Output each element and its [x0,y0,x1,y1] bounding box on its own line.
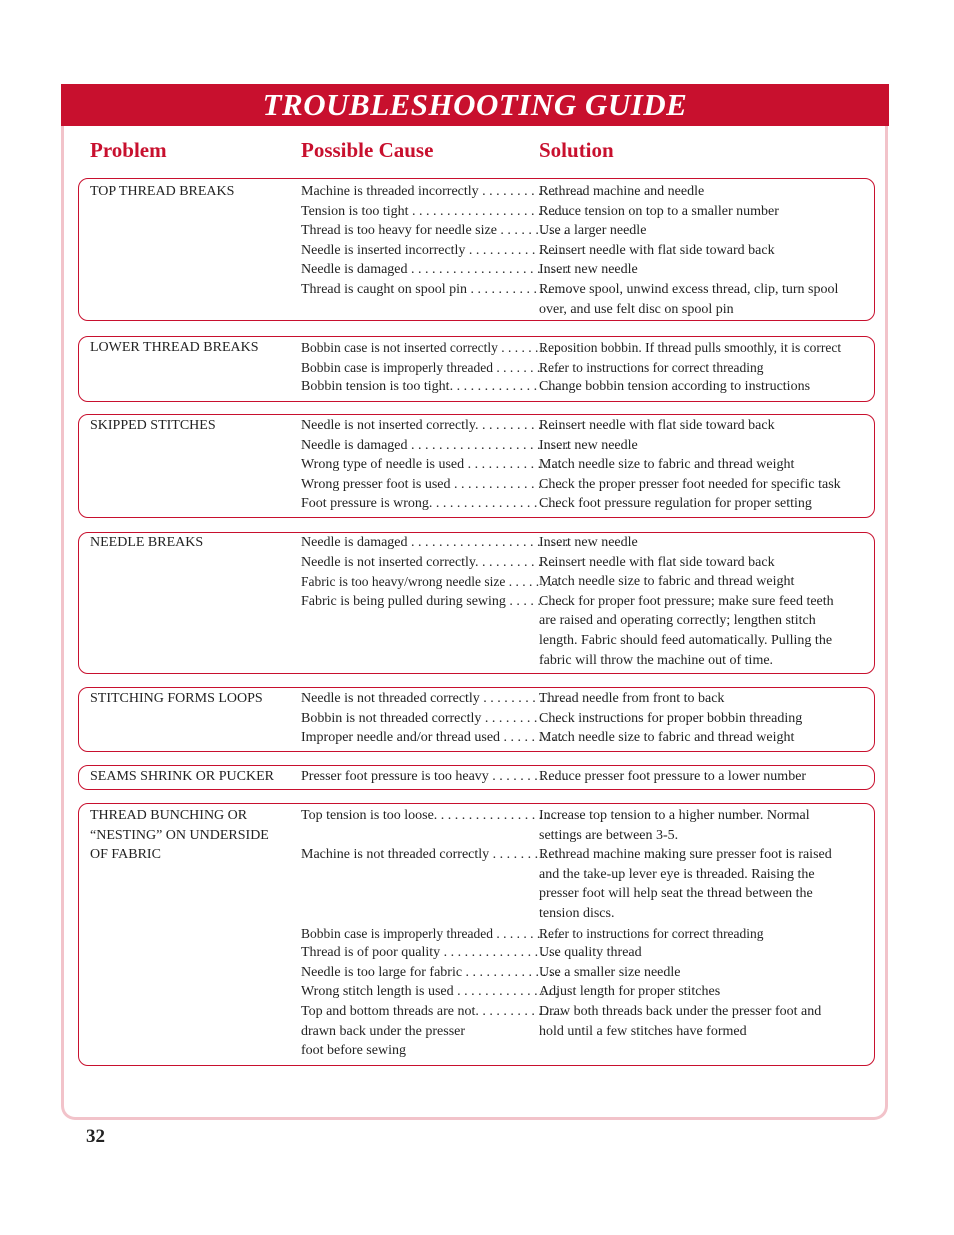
cause-text: Needle is not inserted correctly. . . . . . . . . . . . . [301,418,563,433]
cause-text: Machine is threaded incorrectly . . . . . . . . . . . . . . . [301,184,584,199]
cause-text: Top and bottom threads are not. . . . . . . . . . . . . [301,1004,563,1019]
cause-text: Needle is not inserted correctly. . . . . . . . . . . . . [301,554,563,570]
solution-text: Reinsert needle with flat side toward back [539,242,775,258]
cause-text: Machine is not threaded correctly . . . . . . . . . . . [301,847,567,863]
cause-text: Wrong type of needle is used . . . . . . . . . . . . . . [301,457,563,473]
cause-text: Wrong presser foot is used . . . . . . . . . . . . . . . . [301,476,563,492]
cause-text: Bobbin case is improperly threaded . . . . . . . . . . [301,359,561,375]
cause-text: Needle is damaged . . . . . . . . . . . . . . . . . . . . . . . [301,262,569,278]
cause-text: Bobbin case is not inserted correctly . . . . . . . . . [301,340,559,355]
cause-text: Bobbin tension is too tight. . . . . . . . . . . . . . . . . [301,379,566,395]
cause-text: Top tension is too loose. . . . . . . . . . . . . . . . . . [301,808,557,823]
cause-text: Needle is too large for fabric . . . . . . . . . . . . . . [301,964,561,980]
problem-label: STITCHING FORMS LOOPS [90,691,263,706]
header-cause: Possible Cause [301,138,434,162]
solution-text: Reduce tension on top to a smaller number [539,203,779,219]
solution-text: Draw both threads back under the presser foot and [539,1004,822,1019]
solution-text: Match needle size to fabric and thread weight [539,730,795,746]
solution-text: Check instructions for proper bobbin threading [539,710,803,726]
problem-label: SEAMS SHRINK OR PUCKER [90,769,274,784]
cause-text: Fabric is being pulled during sewing . . . . . . . . . [301,593,569,609]
solution-text: are raised and operating correctly; lengthen stitch [539,613,816,629]
header-problem: Problem [90,138,167,162]
solution-text: Change bobbin tension according to instructions [539,379,811,395]
cause-text: Foot pressure is wrong. . . . . . . . . . . . . . . . . . . . [301,496,566,512]
problem-label: “NESTING” ON UNDERSIDE [90,827,269,843]
cause-text: Presser foot pressure is too heavy . . . . . . . . . . . [301,769,566,784]
cause-text: Needle is damaged . . . . . . . . . . . . . . . . . . . . . . . [301,535,569,550]
solution-text: over, and use felt disc on spool pin [539,301,734,317]
problem-label: SKIPPED STITCHES [90,418,216,433]
solution-text: fabric will throw the machine out of time. [539,652,774,668]
solution-text: Refer to instructions for correct threading [539,925,764,941]
solution-text: Use a larger needle [539,223,647,239]
cause-text: Needle is not threaded correctly . . . . . . . . . . . . [301,691,564,706]
problem-label: NEEDLE BREAKS [90,535,204,550]
solution-text: and the take-up lever eye is threaded. Raising the [539,866,815,882]
solution-text: Reduce presser foot pressure to a lower number [539,769,807,784]
page-number: 32 [86,1126,105,1147]
solution-text: Reposition bobbin. If thread pulls smoothly, it is correct [539,340,842,355]
header-solution: Solution [539,138,614,162]
solution-text: Check the proper presser foot needed for specific task [539,476,841,492]
page-title: TROUBLESHOOTING GUIDE [262,87,688,122]
solution-text: Insert new needle [539,535,638,550]
problem-label: THREAD BUNCHING OR [90,808,248,823]
solution-text: Rethread machine and needle [539,184,705,199]
problem-label: TOP THREAD BREAKS [90,184,235,199]
cause-text: Improper needle and/or thread used . . . . . . . . . [301,730,564,746]
problem-label: LOWER THREAD BREAKS [90,340,259,355]
solution-text: Remove spool, unwind excess thread, clip, turn spool [539,282,839,297]
cause-text: Needle is damaged . . . . . . . . . . . . . . . . . . . . . . . [301,437,569,453]
cause-text: Bobbin is not threaded correctly . . . . . . . . . . . . [301,710,566,726]
solution-text: Insert new needle [539,437,638,453]
solution-text: length. Fabric should feed automatically. Pulling the [539,633,833,648]
solution-text: Use a smaller size needle [539,964,681,980]
solution-text: tension discs. [539,906,615,921]
solution-text: Reinsert needle with flat side toward back [539,418,775,433]
solution-text: Check for proper foot pressure; make sure feed teeth [539,593,834,609]
solution-text: Thread needle from front to back [539,691,725,706]
solution-text: Insert new needle [539,262,638,278]
solution-text: settings are between 3-5. [539,827,679,843]
problem-label: OF FABRIC [90,847,161,863]
cause-text: drawn back under the presser [301,1023,466,1039]
solution-text: Adjust length for proper stitches [539,984,721,1000]
cause-text: Needle is inserted incorrectly . . . . . . . . . . . . . . [301,242,564,258]
solution-text: Refer to instructions for correct threading [539,359,764,375]
cause-text: Fabric is too heavy/wrong needle size . . . . . . . . [301,574,560,590]
solution-text: Increase top tension to a higher number. Normal [539,808,810,823]
solution-text: hold until a few stitches have formed [539,1023,747,1039]
solution-text: Check foot pressure regulation for proper setting [539,496,812,512]
cause-text: Wrong stitch length is used . . . . . . . . . . . . . . . [301,984,559,1000]
solution-text: Rethread machine making sure presser foot is raised [539,847,832,863]
title-banner [61,84,889,126]
cause-text: Tension is too tight . . . . . . . . . . . . . . . . . . . . . . . [301,203,570,219]
solution-text: presser foot will help seat the thread between the [539,886,813,902]
cause-text: foot before sewing [301,1043,406,1059]
cause-text: Thread is of poor quality . . . . . . . . . . . . . . . . . [301,945,560,961]
solution-text: Reinsert needle with flat side toward back [539,554,775,570]
solution-text: Use quality thread [539,945,642,961]
cause-text: Thread is too heavy for needle size . . . . . . . . . . [301,223,567,239]
cause-text: Thread is caught on spool pin . . . . . . . . . . . . . . . [301,282,573,297]
solution-text: Match needle size to fabric and thread weight [539,457,795,473]
cause-text: Bobbin case is improperly threaded . . . . . . . . . . [301,925,561,941]
solution-text: Match needle size to fabric and thread weight [539,574,795,590]
